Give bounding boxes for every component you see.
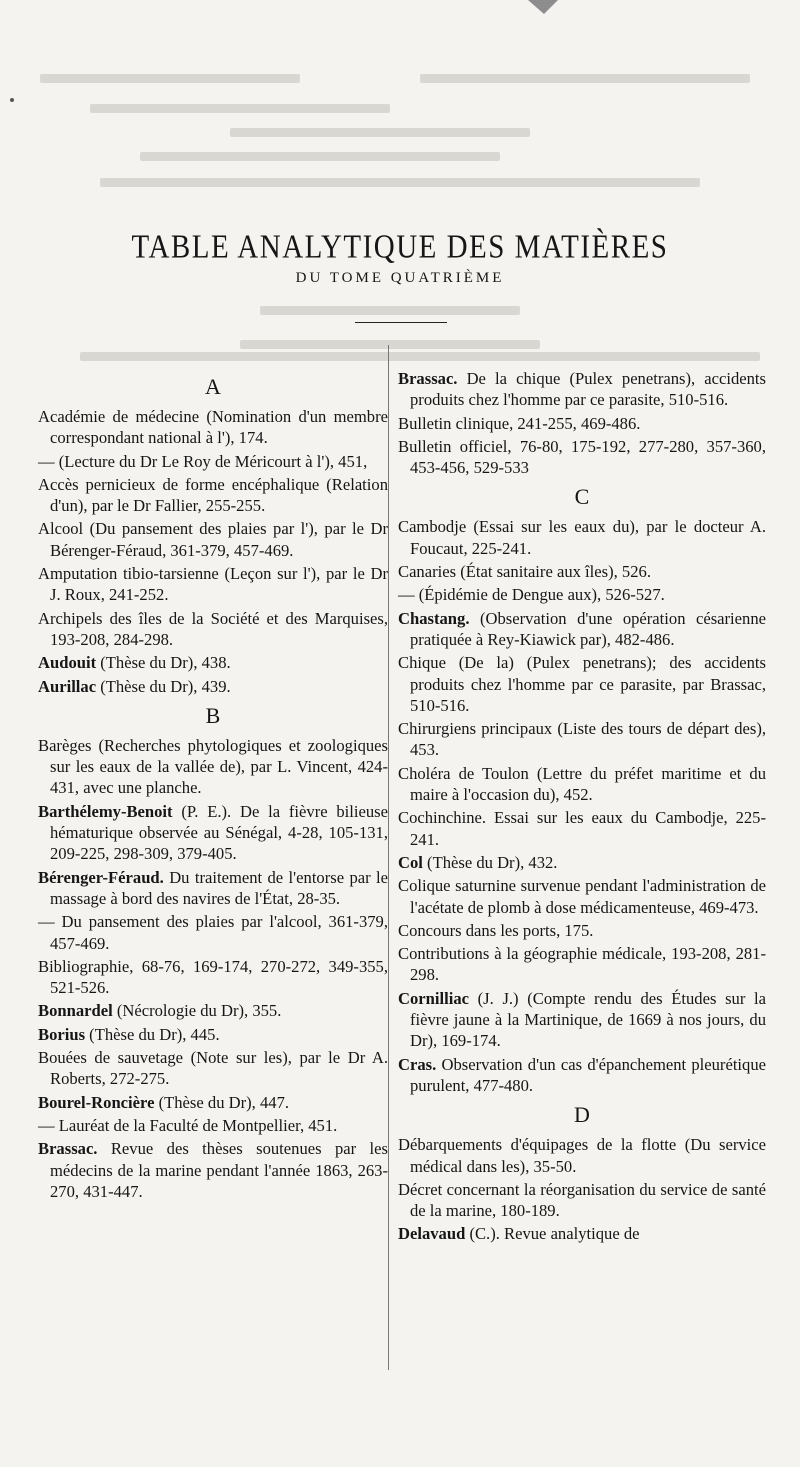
entry-text: Archipels des îles de la Société et des Marquises, 193-208, 284-298. xyxy=(38,608,388,649)
entry-text: De la chique (Pulex penetrans), accidents produits chez l'homme par ce parasite, 510-516. xyxy=(410,369,766,410)
entry-text: (Thèse du Dr), 438. xyxy=(96,653,231,673)
entry-term: Bonnardel xyxy=(38,1001,113,1021)
index-entry xyxy=(398,516,766,559)
index-entry xyxy=(38,956,388,999)
entry-term: Col xyxy=(398,852,423,872)
index-entry xyxy=(398,368,766,411)
entry-term: Chastang. xyxy=(398,608,470,628)
index-entry xyxy=(38,608,388,651)
index-entry xyxy=(38,518,388,561)
page-title: TABLE ANALYTIQUE DES MATIÈRES xyxy=(131,228,669,267)
entry-text: Cochinchine. Essai sur les eaux du Cambodje, 225-241. xyxy=(398,808,766,849)
index-entry xyxy=(398,413,766,434)
index-entry xyxy=(398,1054,766,1097)
entry-text: Chique (De la) (Pulex penetrans); des accidents produits chez l'homme par ce parasite, par Brassac, 510-516. xyxy=(398,653,766,715)
index-entry xyxy=(398,763,766,806)
index-entry xyxy=(398,652,766,716)
entry-text: Accès pernicieux de forme encéphalique (Relation d'un), par le Dr Fallier, 255-255. xyxy=(38,474,388,516)
entry-text: (Observation d'une opération césarienne pratiquée à Rey-Kiawick par), 482-486. xyxy=(410,608,766,649)
entry-text: (Thèse du Dr), 447. xyxy=(154,1092,290,1112)
index-entry xyxy=(398,807,766,850)
index-entry xyxy=(398,988,766,1052)
entry-term: Brassac. xyxy=(38,1139,98,1159)
entry-text: Bibliographie, 68-76, 169-174, 270-272, 349-355, 521-526. xyxy=(38,956,388,998)
index-entry xyxy=(38,911,388,954)
bleed-through-text xyxy=(0,0,800,400)
ink-dot xyxy=(10,98,14,102)
index-entry xyxy=(398,561,766,582)
index-entry xyxy=(398,1179,766,1222)
entry-text: Barèges (Recherches phytologiques et zoologiques sur les eaux de la vallée de), par L. Vincent, 424-431, avec une planche. xyxy=(38,735,388,798)
index-entry xyxy=(38,451,388,472)
index-entry xyxy=(38,1000,388,1021)
entry-text: — Lauréat de la Faculté de Montpellier, 451. xyxy=(38,1115,338,1135)
index-entry xyxy=(38,1092,388,1113)
entry-term: Bourel-Roncière xyxy=(38,1092,155,1112)
entry-term: Borius xyxy=(38,1024,86,1044)
page-subtitle: DU TOME QUATRIÈME xyxy=(295,270,505,286)
entry-text: Alcool (Du pansement des plaies par l'), par le Dr Bérenger-Féraud, 361-379, 457-469. xyxy=(38,519,388,560)
index-entry xyxy=(38,1047,388,1090)
entry-text: Revue des thèses soutenues par les médecins de la marine pendant l'année 1863, 263-270, 431-447. xyxy=(50,1139,388,1201)
entry-text: Décret concernant la réorganisation du service de santé de la marine, 180-189. xyxy=(398,1179,766,1221)
index-entry xyxy=(38,801,388,865)
entry-term: Cornilliac xyxy=(398,988,469,1008)
index-entry xyxy=(38,867,388,910)
entry-text: (P. E.). De la fièvre bilieuse hématurique observée au Sénégal, 4-28, 105-131, 209-225, 298-309, 379-405. xyxy=(50,801,388,864)
entry-text: (Thèse du Dr), 432. xyxy=(422,852,558,872)
column-divider xyxy=(388,345,389,1370)
entry-term: Brassac. xyxy=(398,369,458,388)
title-rule xyxy=(355,322,447,323)
entry-text: Débarquements d'équipages de la flotte (Du service médical dans les), 35-50. xyxy=(398,1135,766,1176)
entry-term: Audouit xyxy=(38,653,97,673)
corner-stain xyxy=(528,0,558,14)
entry-text: Bulletin officiel, 76-80, 175-192, 277-280, 357-360, 453-456, 529-533 xyxy=(398,436,766,478)
index-entry xyxy=(38,563,388,606)
section-letter: A xyxy=(205,374,221,399)
entry-text: Bouées de sauvetage (Note sur les), par le Dr A. Roberts, 272-275. xyxy=(38,1048,388,1089)
entry-term: Aurillac xyxy=(38,676,97,696)
entry-text: Colique saturnine survenue pendant l'administration de l'acétate de plomb à dose médicamenteuse, 469-473. xyxy=(398,876,766,917)
section-letter: D xyxy=(574,1102,590,1128)
entry-text: (Nécrologie du Dr), 355. xyxy=(112,1001,282,1021)
entry-text: Concours dans les ports, 175. xyxy=(398,920,594,940)
section-letter: B xyxy=(205,702,221,728)
section-letter: C xyxy=(574,484,590,510)
index-entry xyxy=(398,920,766,941)
entry-text: Bulletin clinique, 241-255, 469-486. xyxy=(398,413,641,433)
entry-text: Académie de médecine (Nomination d'un membre correspondant national à l'), 174. xyxy=(38,407,388,448)
entry-text: — (Épidémie de Dengue aux), 526-527. xyxy=(398,585,665,605)
entry-term: Bérenger-Féraud. xyxy=(38,867,164,887)
entry-text: Amputation tibio-tarsienne (Leçon sur l'), par le Dr J. Roux, 241-252. xyxy=(38,564,388,605)
entry-text: Contributions à la géographie médicale, 193-208, 281-298. xyxy=(398,944,766,985)
index-entry xyxy=(398,718,766,761)
entry-text: (J. J.) (Compte rendu des Études sur la fièvre jaune à la Martinique, de 1669 à nos jours, du Dr), 169-174. xyxy=(410,988,766,1051)
index-column-right xyxy=(398,368,766,1247)
index-entry xyxy=(398,852,766,873)
entry-text: Du traitement de l'entorse par le massage à bord des navires de l'État, 28-35. xyxy=(50,867,388,908)
index-entry xyxy=(38,652,388,673)
index-entry xyxy=(38,406,388,449)
index-entry xyxy=(398,875,766,918)
index-entry xyxy=(38,1138,388,1202)
entry-text: Observation d'un cas d'épanchement pleurétique purulent, 477-480. xyxy=(410,1054,766,1095)
entry-text: — (Lecture du Dr Le Roy de Méricourt à l'), 451, xyxy=(38,451,368,471)
entry-text: (Thèse du Dr), 445. xyxy=(85,1024,220,1044)
index-entry xyxy=(398,943,766,986)
entry-text: Choléra de Toulon (Lettre du préfet maritime et du maire à l'occasion du), 452. xyxy=(398,763,766,805)
index-entry xyxy=(398,436,766,479)
index-entry xyxy=(38,1024,388,1045)
entry-term: Barthélemy-Benoit xyxy=(38,801,173,821)
index-entry xyxy=(398,608,766,651)
entry-text: (Thèse du Dr), 439. xyxy=(96,676,231,696)
index-entry xyxy=(398,1223,766,1244)
entry-term: Cras. xyxy=(398,1054,437,1074)
index-column-left xyxy=(38,368,388,1204)
index-entry xyxy=(398,584,766,605)
index-entry xyxy=(38,474,388,517)
index-entry xyxy=(38,676,388,697)
entry-term: Delavaud xyxy=(398,1224,466,1244)
index-entry xyxy=(38,1115,388,1136)
entry-text: Canaries (État sanitaire aux îles), 526. xyxy=(398,562,651,582)
entry-text: — Du pansement des plaies par l'alcool, 361-379, 457-469. xyxy=(38,912,388,953)
entry-text: Cambodje (Essai sur les eaux du), par le docteur A. Foucaut, 225-241. xyxy=(398,517,766,558)
index-entry xyxy=(38,735,388,799)
index-entry xyxy=(398,1134,766,1177)
entry-text: Chirurgiens principaux (Liste des tours de départ des), 453. xyxy=(398,719,766,760)
entry-text: (C.). Revue analytique de xyxy=(465,1224,640,1244)
